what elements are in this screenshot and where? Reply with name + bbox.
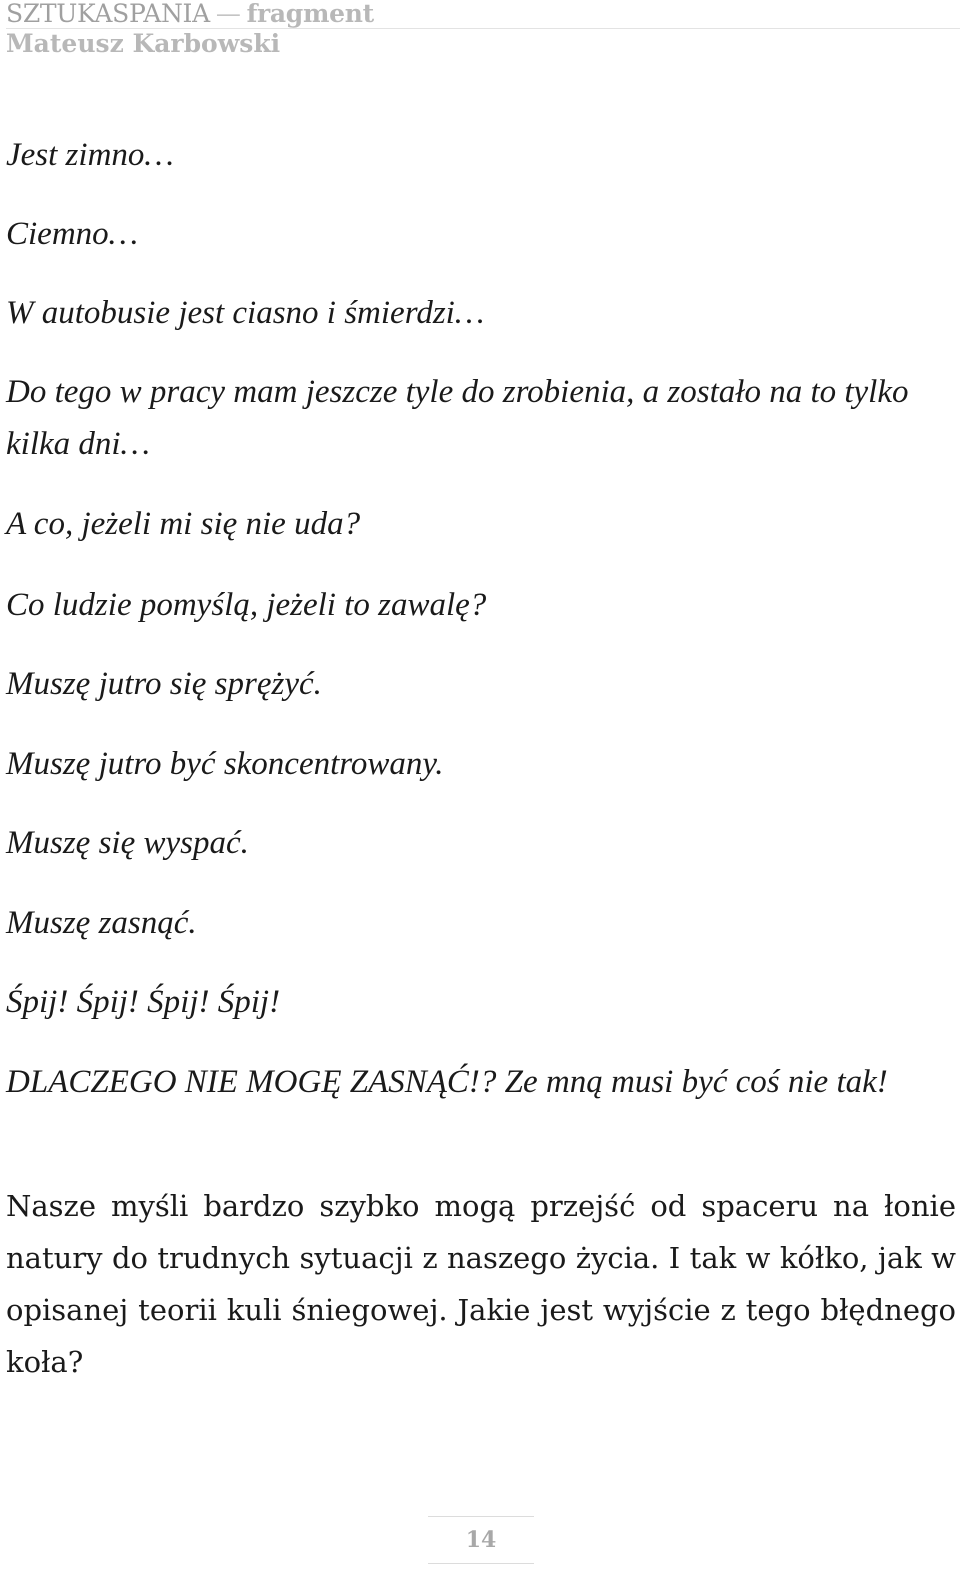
- paragraph-1: Jest zimno…: [6, 137, 174, 173]
- header-separator: —: [215, 0, 241, 28]
- header-author: Mateusz Karbowski: [6, 29, 281, 58]
- paragraph-6: Co ludzie pomyślą, jeżeli to zawalę?: [6, 587, 487, 623]
- paragraph-3: W autobusie jest ciasno i śmierdzi…: [6, 295, 485, 331]
- paragraph-11: Śpij! Śpij! Śpij! Śpij!: [6, 984, 281, 1020]
- paragraph-8: Muszę jutro być skoncentrowany.: [6, 746, 444, 782]
- paragraph-9: Muszę się wyspać.: [6, 825, 249, 861]
- paragraph-5: A co, jeżeli mi się nie uda?: [6, 506, 361, 542]
- paragraph-12: DLACZEGO NIE MOGĘ ZASNĄĆ!? Ze mną musi być coś nie tak!: [6, 1064, 888, 1100]
- header-brand: SZTUKASPANIA: [6, 0, 210, 28]
- footer-divider-bottom: [428, 1563, 534, 1564]
- page-footer: [428, 1516, 534, 1566]
- paragraph-7: Muszę jutro się sprężyć.: [6, 666, 322, 702]
- paragraph-10: Muszę zasnąć.: [6, 905, 197, 941]
- body-paragraph: Nasze myśli bardzo szybko mogą przejść od spaceru na łonie natury do trudnych sytuacji z naszego życia. I tak w kółko, jak w opisanej teorii kuli śniegowej. Jakie jest wyjście z tego błędnego koła?: [6, 1189, 956, 1379]
- footer-divider-top: [428, 1516, 534, 1517]
- header-section: fragment: [246, 0, 374, 28]
- page-number: 14: [465, 1527, 497, 1553]
- paragraph-4: Do tego w pracy mam jeszcze tyle do zrobienia, a zostało na to tylko kilka dni…: [6, 374, 909, 462]
- header-title: [6, 0, 374, 28]
- paragraph-2: Ciemno…: [6, 216, 138, 252]
